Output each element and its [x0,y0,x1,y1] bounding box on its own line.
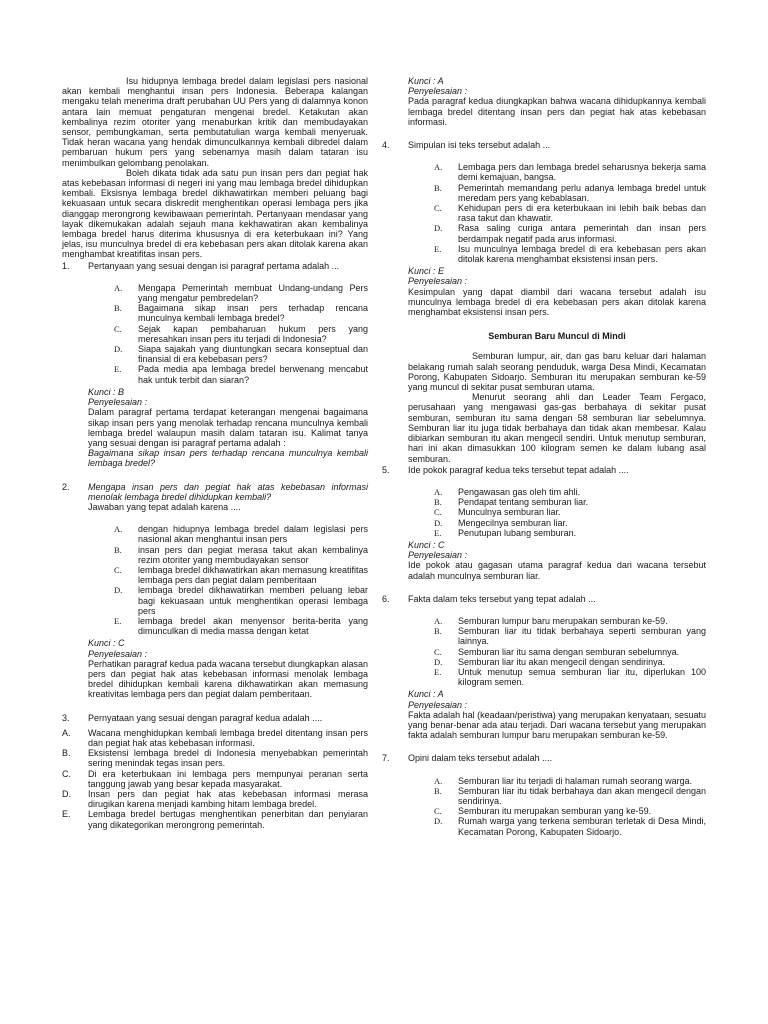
solution-text: Dalam paragraf pertama terdapat keterangan mengenai bagaimana sikap insan pers yang menolak terhadap rencana munculnya kembali lembaga bredel walaupun masih dalam tataran isu. Kalimat tanya yang sesuai dengan isi paragraf pertama adalah : [88,407,368,448]
option-c: C. lembaga bredel dikhawatirkan akan memasung kreatifitas lembaga pers dan pegiat dalam pemberitaan [114,564,368,586]
question-prompt: Jawaban yang tepat adalah karena .... [88,501,241,512]
question-7-options [382,776,706,837]
answer-key: Kunci : E [408,266,445,277]
question-7 [382,753,706,763]
option-b: B. Pemerintah memandang perlu adanya lembaga bredel untuk meredam pers yang kebablasan. [434,182,706,203]
answer-key: Kunci : A [408,689,444,700]
solution-label: Penyelesaian : [88,648,148,659]
solution-text: Pada paragraf kedua diungkapkan bahwa wacana dihidupkannya kembali lembaga bredel ditentang insan pers dan pegiat hak atas kebebasan informasi. [408,96,706,127]
solution-text: Ide pokok atau gagasan utama paragraf kedua dari wacana tersebut adalah munculnya semburan liar. [408,560,706,581]
option-d: D. Siapa sajakah yang diuntungkan secara konseptual dan finansial di era kebebasan pers? [114,344,368,365]
option-c: C. Sejak kapan pembaharuan hukum pers yang meresahkan insan pers itu terjadi di Indonesia? [114,323,368,344]
answer-key: Kunci : C [88,638,125,649]
option-a: A. Wacana menghidupkan kembali lembaga bredel ditentang insan pers dan pegiat hak atas kebebasan informasi. [62,727,368,748]
option-c: C. Kehidupan pers di era keterbukaan ini lebih baik bebas dan rasa takut dan khawatir. [434,203,706,224]
option-a: A. Semburan liar itu terjadi di halaman rumah seorang warga. [434,775,693,786]
question-text: Pernyataan yang sesuai dengan paragraf kedua adalah .... [88,712,323,723]
question-6 [382,594,706,604]
question-6-options [382,616,706,687]
passage-paragraph-1: Semburan lumpur, air, dan gas baru keluar dari halaman belakang rumah salah seorang penduduk, warga Desa Mindi, Kecamatan Porong, Kabupaten Sidoarjo. Semburan itu merupakan semburan ke-59 yang muncul di sekitar pusat semburan utama. [408,351,706,393]
option-c: C. Di era keterbukaan ini lembaga pers mempunyai peranan serta tanggung jawab yang besar kepada masyarakat. [62,768,368,789]
solution-text: Kesimpulan yang dapat diambil dari wacana tersebut adalah isu munculnya lembaga bredel di era kebebasan pers akan ditolak karena menghambat eksistensi insan pers. [408,286,706,318]
question-text: Mengapa insan pers dan pegiat hak atas kebebasan informasi menolak lembaga bredel dihidupkan kembali? [88,481,368,502]
question-5-options [382,487,706,538]
question-text: Simpulan isi teks tersebut adalah ... [408,140,551,151]
question-text: Opini dalam teks tersebut adalah .... [408,753,553,764]
question-number: 7. [382,753,390,764]
solution-text: Fakta adalah hal (keadaan/peristiwa) yang merupakan kenyataan, sesuatu yang benar-benar ada atau terjadi. Dari wacana tersebut yang merupakan fakta adalah semburan lumpur baru merupakan semburan ke-59. [408,709,706,741]
question-4 [382,140,706,150]
question-2-options [62,524,368,636]
question-3-options [62,728,368,830]
option-d: D. Mengecilnya semburan liar. [434,517,568,528]
passage-2 [382,331,706,463]
answer-key: Kunci : C [408,539,445,550]
question-1 [62,261,368,271]
solution-label: Penyelesaian : [408,699,468,710]
solution-label: Penyelesaian : [408,550,468,561]
question-1-answer [62,387,368,469]
option-b: B. Semburan liar itu tidak berbahaya dan akan mengecil dengan sendirinya. [434,785,706,806]
option-a: A. Lembaga pers dan lembaga bredel seharusnya bekerja sama demi kemajuan, bangsa. [434,162,706,183]
passage-paragraph-2: Menurut seorang ahli dan Leader Team Fergaco, perusahaan yang mengawasi gas-gas berbahaya di sekitar pusat semburan, semburan itu sama dengan 58 semburan liar sebelumnya. Semburan liar itu juga tidak berbahaya dan tidak akan membesar. Kalau dibiarkan semburan itu akan mengecil sendiri. Untuk menutup semburan, hari ini akan dimasukkan 100 kilogram semen ke dalam lubang asal semburan. [408,392,706,464]
option-b: B. Eksistensi lembaga bredel di Indonesia menyebabkan pemerintah sering menindak tegas insan pers. [62,748,368,769]
solution-answer: Bagaimana sikap insan pers terhadap rencana munculnya kembali lembaga bredel? [88,448,368,469]
option-d: D. Rumah warga yang terkena semburan terletak di Desa Mindi, Kecamatan Porong, Kabupaten Sidoarjo. [434,816,706,837]
option-a: A. dengan hidupnya lembaga bredel dalam legislasi pers nasional akan menghantui insan pers [114,524,368,545]
passage-title: Semburan Baru Muncul di Mindi [488,331,626,342]
option-d: D. lembaga bredel dikhawatirkan memberi peluang lebar bagi kekuasaan untuk menghentikan operasi lembaga pers [114,585,368,616]
question-number: 1. [62,260,70,271]
question-6-answer [382,689,706,740]
question-2 [62,482,368,513]
question-number: 4. [382,140,390,151]
solution-label: Penyelesaian : [408,276,468,287]
solution-label: Penyelesaian : [408,86,468,97]
option-c: C. Semburan liar itu sama dengan semburan sebelumnya. [434,646,680,657]
question-5 [382,465,706,475]
answer-key: Kunci : B [88,386,125,397]
option-d: D. Insan pers dan pegiat hak atas kebebasan informasi merasa dirugikan karena menjadi kambing hitam lembaga bredel. [62,789,368,810]
option-e: E. Pada media apa lembaga bredel berwenang mencabut hak untuk terbit dan siaran? [114,364,368,385]
solution-text: Perhatikan paragraf kedua pada wacana tersebut diungkapkan alasan pers dan pegiat hak atas kebebasan informasi menolak lembaga bredel dihidupkan kembali karena dikhawatirkan akan memasung kreativitas lembaga pers dan pegiat dalam pemberitaan. [88,658,368,700]
option-e: E. Penutupan lubang semburan. [434,527,577,538]
option-a: A. Pengawasan gas oleh tim ahli. [434,486,581,497]
option-e: E. lembaga bredel akan menyensor berita-berita yang dimunculkan di media massa dengan ketat [114,615,368,637]
option-b: B. insan pers dan pegiat merasa takut akan kembalinya rezim otoriter yang membudayakan sensor [114,544,368,565]
question-number: 2. [62,481,70,492]
solution-label: Penyelesaian : [88,397,148,408]
question-5-answer [382,540,706,581]
question-number: 3. [62,712,70,723]
option-c: C. Semburan itu merupakan semburan yang ke-59. [434,806,652,817]
question-text: Pertanyaan yang sesuai dengan isi paragraf pertama adalah ... [88,260,340,271]
option-a: A. Semburan lumpur baru merupakan semburan ke-59. [434,615,668,626]
intro-paragraph-1: Isu hidupnya lembaga bredel dalam legislasi pers nasional akan kembali menghantui insan pers Indonesia. Beberapa kalangan mengaku telah menerima draft perubahan UU Pers yang di dalamnya konon antara lain memuat pengaturan mengenai bredel. Ketakutan akan kembalinya rezim otoriter yang menaburkan kritik dan membudayakan sensor, pembungkaman, serta pembutatulian warga kembali menyeruak. Tidak heran wacana yang hendak dimunculkannya kembali dibredel dalam pembaruan hukum pers yang sebenarnya masih dalam tataran isu menimbulkan gelombang penolakan. [62,76,368,168]
right-column [382,76,706,839]
question-number: 5. [382,464,390,475]
question-4-options [382,162,706,264]
question-3-answer [382,76,706,127]
question-text: Ide pokok paragraf kedua teks tersebut tepat adalah .... [408,464,629,475]
question-number: 6. [382,593,390,604]
option-a: A. Mengapa Pemerintah membuat Undang-undang Pers yang mengatur pembredelan? [114,282,368,304]
option-c: C. Munculnya semburan liar. [434,507,561,518]
intro-paragraph-2: Boleh dikata tidak ada satu pun insan pers dan pegiat hak atas kebebasan informasi di negeri ini yang mau lembaga bredel dihidupkan kembali. Eksisnya lembaga bredel dikhawatirkan memberi peluang bagi kekuasaan untuk secara diskredit menghentikan operasi lembaga pers jika dianggap merongrong kewibawaan pemerintah. Pertanyaan mendasar yang layak dikemukakan adalah sejauh mana kekhawatiran akan kembalinya lembaga bredel harus diterima khususnya di era keterbukaan ini? Yang jelas, isu munculnya bredel di era kebebasan pers akan ditolak karena akan menghambat kreatifitas insan pers. [62,167,368,260]
left-column [62,76,368,830]
question-text: Fakta dalam teks tersebut yang tepat adalah ... [408,593,596,604]
option-d: D. Rasa saling curiga antara pemerintah dan insan pers berdampak negatif pada arus informasi. [434,223,706,244]
option-e: E. Lembaga bredel bertugas menghentikan penerbitan dan penyiaran yang dikategorikan merongrong pemerintah. [62,809,368,830]
option-b: B. Pendapat tentang semburan liar. [434,497,589,508]
option-b: B. Bagaimana sikap insan pers terhadap rencana munculnya kembali lembaga bredel? [114,303,368,324]
question-4-answer [382,266,706,317]
option-b: B. Semburan liar itu tidak berbahaya seperti semburan yang lainnya. [434,626,706,647]
option-e: E. Untuk menutup semua semburan liar itu, diperlukan 100 kilogram semen. [434,666,706,688]
option-d: D. Semburan liar itu akan mengecil dengan sendirinya. [434,656,666,667]
answer-key: Kunci : A [408,76,444,86]
question-2-answer [62,638,368,699]
option-e: E. Isu munculnya lembaga bredel di era kebebasan pers akan ditolak karena menghambat eksistensi insan pers. [434,243,706,265]
question-1-options [62,283,368,385]
question-3 [62,713,368,723]
